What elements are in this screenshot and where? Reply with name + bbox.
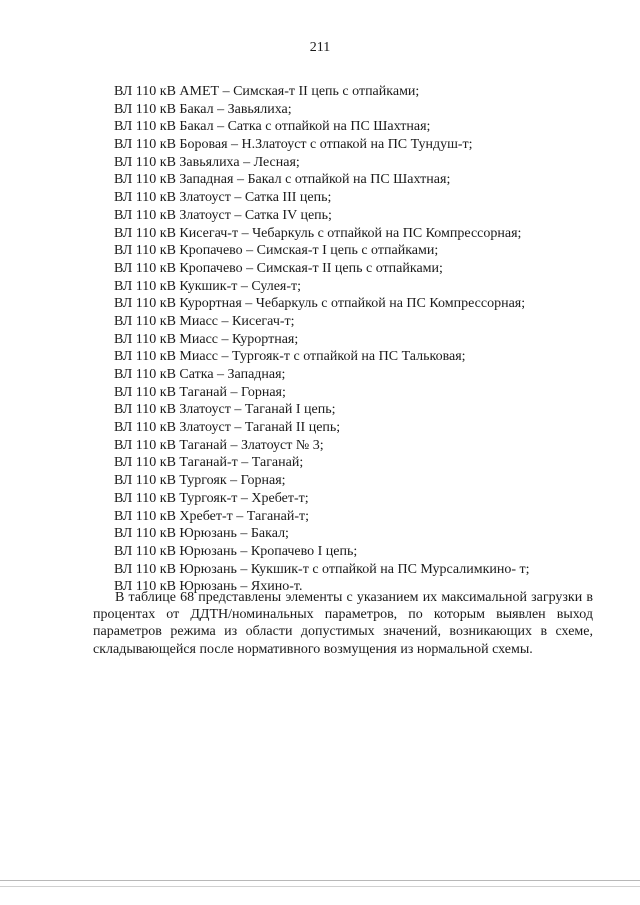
list-item: ВЛ 110 кВ Хребет-т – Таганай-т; [114,508,310,524]
list-item: ВЛ 110 кВ Завьялиха – Лесная; [114,154,300,170]
list-item: ВЛ 110 кВ Миасс – Тургояк-т с отпайкой на ПС Тальковая; [114,349,466,365]
list-item: ВЛ 110 кВ Миасс – Курортная; [114,331,299,347]
list-item: ВЛ 110 кВ Юрюзань – Кропачево I цепь; [114,543,358,559]
list-item: ВЛ 110 кВ Таганай – Златоуст № 3; [114,437,324,453]
list-item: ВЛ 110 кВ Златоуст – Сатка IV цепь; [114,207,332,223]
list-item: ВЛ 110 кВ АМЕТ – Симская-т II цепь с отпайками; [114,84,420,99]
list-item: ВЛ 110 кВ Златоуст – Таганай II цепь; [114,420,341,436]
list-item: ВЛ 110 кВ Сатка – Западная; [114,367,286,382]
list-item: ВЛ 110 кВ Тургояк-т – Хребет-т; [114,490,309,506]
list-item: ВЛ 110 кВ Юрюзань – Яхино-т. [114,579,303,595]
list-item: ВЛ 110 кВ Кропачево – Симская-т I цепь с отпайками; [114,243,439,259]
list-item: ВЛ 110 кВ Златоуст – Сатка III цепь; [114,190,332,206]
list-item: ВЛ 110 кВ Бакал – Сатка с отпайкой на ПС Шахтная; [114,119,431,135]
page-number: 211 [309,40,331,55]
list-item: ВЛ 110 кВ Тургояк – Горная; [114,473,286,489]
list-item: ВЛ 110 кВ Кропачево – Симская-т II цепь с отпайками; [114,260,443,276]
scan-edge-line [0,886,640,887]
list-item: ВЛ 110 кВ Таганай-т – Таганай; [114,455,304,471]
list-item: ВЛ 110 кВ Юрюзань – Кукшик-т с отпайкой на ПС Мурсалимкино- т; [114,561,530,577]
list-item: ВЛ 110 кВ Бакал – Завьялиха; [114,101,292,117]
list-item: ВЛ 110 кВ Западная – Бакал с отпайкой на ПС Шахтная; [114,172,451,188]
power-line-list [114,83,530,596]
list-item: ВЛ 110 кВ Миасс – Кисегач-т; [114,313,295,329]
list-item: ВЛ 110 кВ Таганай – Горная; [114,384,286,400]
body-paragraph: В таблице 68 представлены элементы с указанием их максимальной загрузки в процентах от ДДТН/номинальных параметров, по которым выявлен выход параметров режима из области допустимых значений, возникающих в схеме, складывающейся после нормативного возмущения из нормальной схемы. [93,590,593,657]
scan-edge-line [0,880,640,881]
list-item: ВЛ 110 кВ Юрюзань – Бакал; [114,526,289,542]
list-item: ВЛ 110 кВ Златоуст – Таганай I цепь; [114,402,336,418]
list-item: ВЛ 110 кВ Кукшик-т – Сулея-т; [114,278,302,294]
list-item: ВЛ 110 кВ Боровая – Н.Златоуст с отпакой на ПС Тундуш-т; [114,137,473,153]
list-item: ВЛ 110 кВ Кисегач-т – Чебаркуль с отпайкой на ПС Компрессорная; [114,225,522,241]
list-item: ВЛ 110 кВ Курортная – Чебаркуль с отпайкой на ПС Компрессорная; [114,296,526,312]
